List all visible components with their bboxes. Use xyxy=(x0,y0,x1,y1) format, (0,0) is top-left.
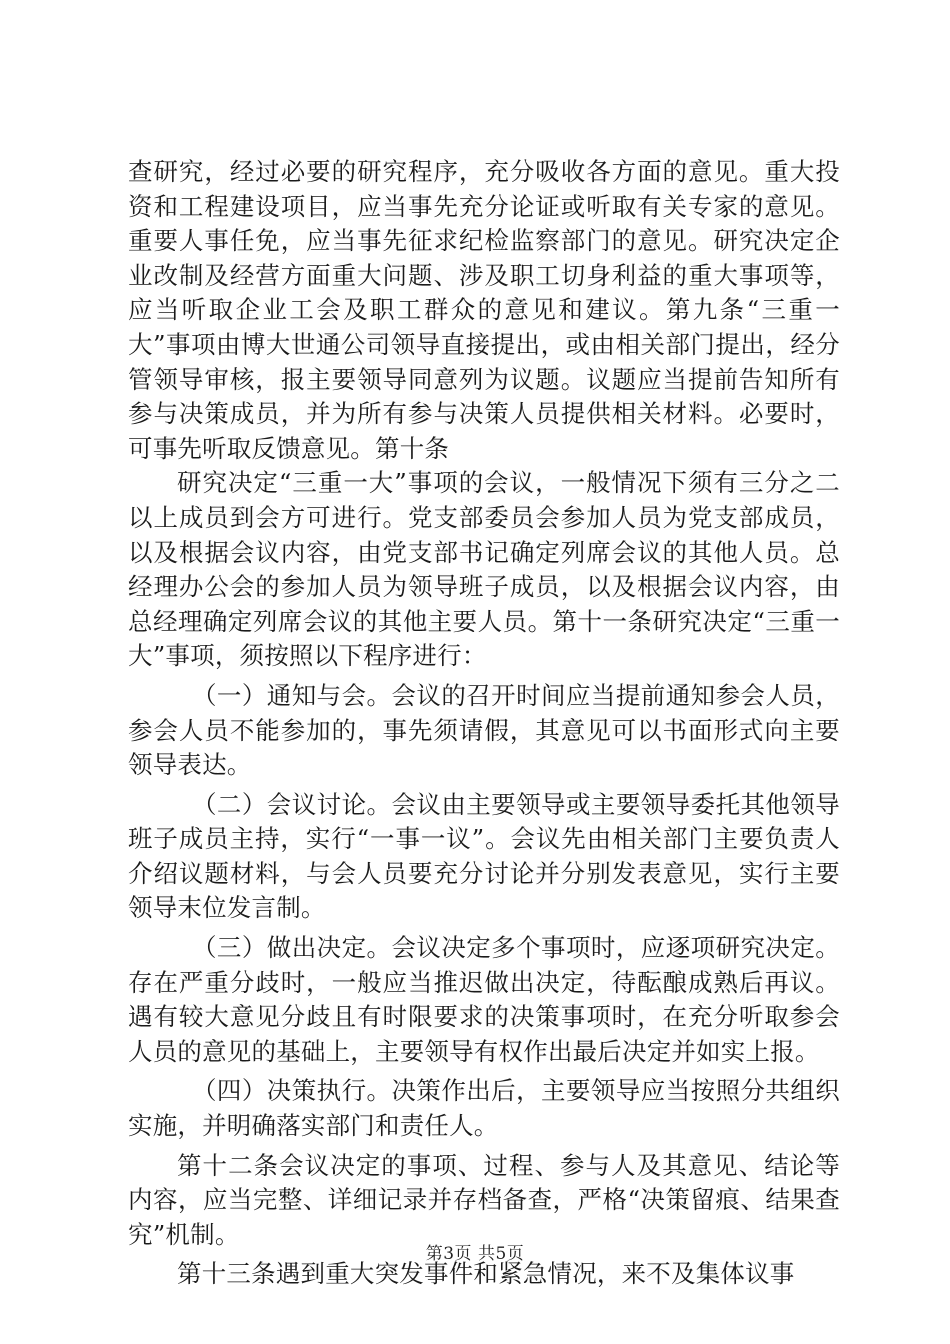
paragraph-meeting-quorum: 研究决定“三重一大”事项的会议，一般情况下须有三分之二以上成员到会方可进行。党支部委员会参加人员为党支部成员，以及根据会议内容，由党支部书记确定列席会议的其他人员。总经理办公会的参加人员为领导班子成员，以及根据会议内容，由总经理确定列席会议的其他主要人员。第十一条研究决定“三重一大”事项，须按照以下程序进行： xyxy=(128,468,840,671)
page-number-footer: 第3页 共5页 xyxy=(425,1244,525,1264)
paragraph-step-notify: （一）通知与会。会议的召开时间应当提前通知参会人员，参会人员不能参加的，事先须请假，其意见可以书面形式向主要领导表达。 xyxy=(128,680,840,780)
document-body xyxy=(128,155,840,1292)
paragraph-step-decide: （三）做出决定。会议决定多个事项时，应逐项研究决定。存在严重分歧时，一般应当推迟做出决定，待酝酿成熟后再议。遇有较大意见分歧且有时限要求的决策事项时，在充分听取参会人员的意见的基础上，主要领导有权作出最后决定并如实上报。 xyxy=(128,933,840,1066)
paragraph-continuation: 查研究，经过必要的研究程序，充分吸收各方面的意见。重大投资和工程建设项目，应当事先充分论证或听取有关专家的意见。重要人事任免，应当事先征求纪检监察部门的意见。研究决定企业改制及经营方面重大问题、涉及职工切身利益的重大事项等，应当听取企业工会及职工群众的意见和建议。第九条“三重一大”事项由博大世通公司领导直接提出，或由相关部门提出，经分管领导审核，报主要领导同意列为议题。议题应当提前告知所有参与决策成员，并为所有参与决策人员提供相关材料。必要时，可事先听取反馈意见。第十条 xyxy=(128,157,840,463)
paragraph-step-execute: （四）决策执行。决策作出后，主要领导应当按照分共组织实施，并明确落实部门和责任人。 xyxy=(128,1076,840,1141)
paragraph-article-12: 第十二条会议决定的事项、过程、参与人及其意见、结论等内容，应当完整、详细记录并存档备查，严格“决策留痕、结果查究”机制。 xyxy=(128,1150,840,1249)
paragraph-step-discuss: （二）会议讨论。会议由主要领导或主要领导委托其他领导班子成员主持，实行“一事一议”。会议先由相关部门主要负责人介绍议题材料，与会人员要充分讨论并分别发表意见，实行主要领导末位发言制。 xyxy=(128,789,840,923)
paragraph-article-13: 第十三条遇到重大突发事件和紧急情况，来不及集体议事 xyxy=(177,1259,795,1289)
